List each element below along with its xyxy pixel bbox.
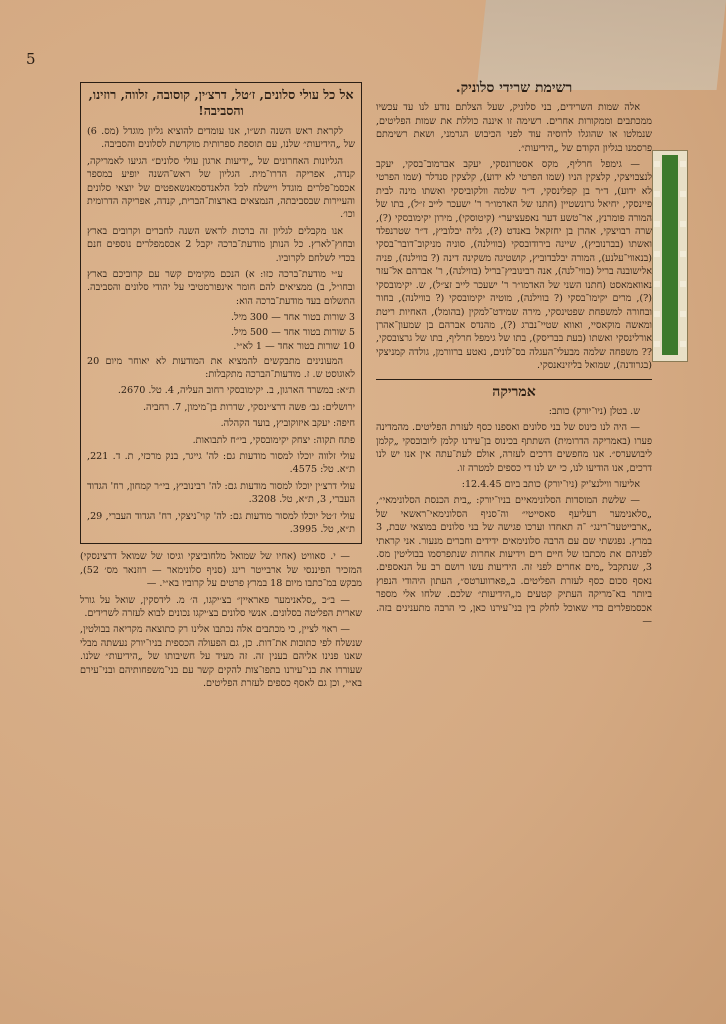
announcement-title: אל כל עולי סלונים, ז׳טל, דרצ׳ין, קוסובה, זלווה, רוזינו, והסביבה! [88, 87, 354, 118]
price-line-1: 3 שורות בטור אחד — 300 מיל. [231, 312, 355, 324]
announcement-p5: המעונינים מתבקשים להמציא את המודעות לא יאוחר מיום 20 לאוגוסט ש. ז. מודעות־הברכה מתקבלות: [87, 355, 355, 380]
announcement-p4: ע״י מודעת־ברכה כזו: א) הנכם מקימים קשר עם קרוביכם בארץ ובחו״ל, ב) ממציאים להם חומר אינפורמטיבי על יהודי סלונים והסביבה. התשלום בעד מודעת־ברכה הוא: [87, 269, 355, 307]
address-3: חיפה: יעקב איזוקוביץ, בועד הקהלה. [220, 418, 355, 430]
announcement-box [80, 82, 362, 544]
survivors-names: — גימפל חרליף, מקס אסטרונסקי, יעקב אברמוב־בסקי, יעקב לנצבויצקי, קלצקין הניו (שמו הפרטי לא ידוע), קלצקין סנדלר (שמו הפרטי לא ידוע), ד״ר בן קפלינסקי, ד״ר שלמה וולקוביסקי ואשתו מינה לבית פיינסקי, יחיאל גרונשטיין (חתנו של האדמו״ר ר' ישעכר לייב ז״ל), בתו של המורה פומרנץ, אר־טשע דער נאפעציער״ (קיטוסקי), מירון יקימובסקי (?), שרה רבויצקי, אהרן בן יחזקאל באנדט (?), גליה יבלוביץ, ד״ר שטרנפלד ואשתו (בברנוביץ), שיינה בירודובסקי (בווילנה), סוניה מניקוב־דובר־בסקי (בנאווי־עלנע), המורה יבלבדוביץ, קושטיגה משקינה דינה (? בווילנה), פניה אלישובנה בריל (בווי־לנה), אנה רבינוביץ־בריל (בווילנה), ר' אברהם אל־עזר נאוואמאסט (חתנו השני של האדמו״ר ר' ישעכר לייב זצ״ל), ש. יקימובסקי (?), מרים יקימו־בסקי (? בווילנה), מוטיה יקימובסקי (? בווילנה), בחור ובחורה למשפחת שפטינסקי, מירה שמידט־למקין (בהומל), האחיות ריטת ומאשה מוקאסיי, ואווא שטיי־נברג (?), מהנדס אברהם בן שמעון־אהרן אורלינסקי ואשתו (בעת בבריסק), בתו של גימפל חרליף, בתו של גרצובסקי, ?? משפחה שלמה מבעלי־העגלה בס־לונים, נאטע ברוורמן, גולדה קמניצקי (בגרודנה), שמואל בליזינאנסקי. [376, 159, 652, 372]
page-number: 5 [26, 50, 36, 68]
divider [376, 379, 652, 380]
announcement-p3: אנו מקבלים לגליון זה ברכות לראש השנה לחברים וקרובים בארץ ובחוץ־לארץ. כל הנותן מודעת־ברכה יקבל 2 אכסמפלרים נוספים חנם בכדי לשלחם לקרוביו. [87, 225, 355, 264]
address-1: ת״א: במשרד הארגון, ב. יקימובסקי רחוב העליה, 4. טל. 2670. [117, 385, 355, 397]
price-line-3: 10 שורות בטור אחד — 1 לא״י. [233, 341, 355, 353]
address-7: עולי ז׳טל יוכלו למסור מודעות גם: לה' קוי־ניצקי, רח' הגדוד העברי, 29, ת״א, טל. 3995. [87, 510, 355, 535]
address-2: ירושלים: גב׳ פשה דרצ׳ינסקי, שדרות בן־מימון, 7. רחביה. [142, 401, 355, 413]
news-item-2: — ב״כ „סלאנימער פאראיין״ בצ׳יקגו, ה׳ מ. לידסקין, שואל על גורל שארית הפליטה בסלונים. אנשי סלונים בצ׳יקגו נכונים לבוא לעזרה לשרידים. [80, 594, 362, 619]
america-section-title: אמריקה [492, 383, 536, 400]
survivors-intro: אלה שמות השרידים, בני סלוניק, שעל הצלתם נודע לנו עד עכשיו ממכתבים וממקורות אחרים. רשימה זו איננה כוללת את שמות הפליטים, שנמלטו או שהוגלו לרוסיה עוד לפני הכיבוש הגרמני, ושאת רשימתם פרסמנו בגליון הקודם של „הידיעות״. [376, 102, 652, 154]
news-item-1: — י. סאוויט (אחיו של שמואל מלחוביצקי וגיסו של שמואל דרצינסקי) המזכיר הפיננסי של ארבייטר רינג (סניף סלונימאר — רוזנאר מס׳ 52), מבקש במ־כתבו מיום 18 במרץ פרטים על קרוביו בא״י. — [80, 551, 362, 590]
america-p1: ש. בטלן (ניו־יורק) כותב: [548, 405, 640, 417]
news-item-3: — ראוי לציין, כי מכתבים אלה נכתבו אלינו רק כתוצאה מקריאה בבולטין, שנשלח לפי כתובות את־דות. כן, גם הפעולה הכספית בניו־יורק נעשתה מבלי שאנו פנינו אליהם בענין זה. זה מעיד על חשיבותו של „הידיעות״ שלנו. שעוררו את בני־עירנו בתפו־צות להקים קשר עם בני־משפחותיהם ובני־עירם בא״י, וכן גם לאסף כספים לעזרת הפליטים. [80, 624, 362, 690]
film-strip-mark [652, 150, 688, 362]
left-column [80, 82, 362, 693]
announcement-p1: לקראת ראש השנה תש״ו, אנו עומדים להוציא גליון מוגדל (מס. 6) של „הידיעות״ שלנו, עם תוספת ספרותית מוקדשת לסלונים והסביבה. [87, 126, 355, 151]
price-line-2: 5 שורות בטור אחד — 500 מיל. [231, 326, 355, 338]
announcement-p2: הגליונות האחרונים של „ידיעות ארגון עולי סלונים״ הגיעו לאמריקה, קנדה, אפריקה הדרו־מית. הגליון של ראש־השנה יופיע במספר אכסמ־פלרים מוגדל ויישלח לכל הלאנדסמאנשאפטים של יוצאי סלונים והעיירות שבסביבתה, הנמצאים בארצות־הברית, קנדה, אפריקה הדרומית וכו׳. [87, 155, 355, 221]
address-5: עולי זלווה יוכלו למסור מודעות גם: לה' גייגר, בנק מרכזי, ת. ד. 221, ת״א. טל: 4575. [87, 450, 355, 476]
america-p3: אליעזר ווילנצ'יק (ניו־יורק) כותב ביום 12.4.45: [461, 478, 640, 490]
survivors-list-title: רשימת שרידי סלוניק. [455, 80, 573, 96]
america-p2: — היה לנו כינוס של בני סלונים ואספנו כסף לעזרת הפליטים. מהמדינה פערו (באמריקה הדרומית) השתתף בכינוס בן־עירנו קלמן ליובובסקי „קלמן ליבושערס״. אנו מחפשים דרכים לעזרה, אולם לעת־עתה אין אנו יש לנו דרכים, אנו הודיעו לנו, כי יש לנו די כספים למטרה זו. [376, 422, 652, 474]
address-4: פתח תקוה: יצחק יקימובסקי, בי״ח לתבואות. [192, 434, 355, 446]
tape-mark [477, 0, 726, 90]
america-p4: — שלשת המוסדות הסלונימאיים בניו־יורק: „בית הכנסת הסלונימאי״, „סלאנימער רעליעף סאסייטי״ וה־סניף הסלונימאי־ראשאי של „ארבייטער־רינג״ ־ה תאחדו וערכו פגישה של בני סלונים במוצאי שבת, 3 במרץ. נפגשתי שם עם הרבה סלונימאים ידידים וחברים מנעור. אני קראתי לפניהם את מכתבו של חיים רים וידיעות אחרות שנתפרסמו בבוליטין מס. 3, שנתקבל „מים אחרים לפני זה. הידיעות עשו רושם רב על הנאספים. נאסף סכום כסף לעזרת הפליטים. ב„פארווערטס״, העתון היהודי הנפוץ ביותר בא־מריקה העתיק קטעים מ„הידיעות״ שלכם. שלחו אלי מספר אכסמפלרים כדי שאוכל לחלק בין בני־עירנו כאן, כי הרבה מתענינים בזה. — [376, 495, 652, 628]
address-6: עולי דרצ׳ין יוכלו למסור מודעות גם: לה' רבינוביץ, בי״ר קמחון, רח' הגדוד העברי, 3, ת״א, טל. 3208. [87, 480, 355, 506]
right-column [376, 78, 652, 631]
